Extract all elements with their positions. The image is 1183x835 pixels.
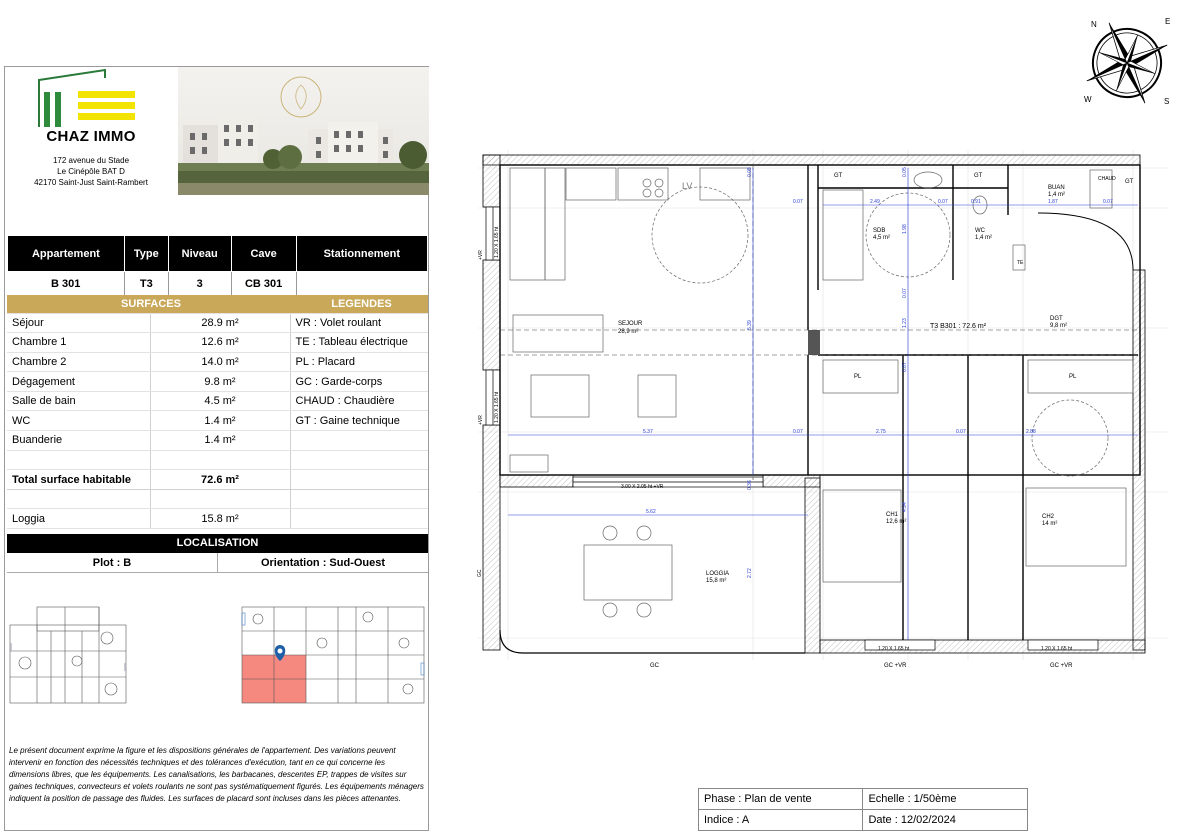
apartment-area-label: T3 B301 : 72.6 m² bbox=[930, 323, 987, 330]
room-buan-label: BUAN bbox=[1048, 185, 1065, 191]
compass-e: E bbox=[1165, 17, 1171, 26]
location-plan-minimap bbox=[238, 603, 428, 709]
surface-name: Chambre 1 bbox=[7, 333, 150, 353]
apartment-info-card bbox=[4, 66, 429, 831]
lv-label: LV bbox=[682, 181, 693, 191]
room-loggia-label: LOGGIA bbox=[706, 571, 730, 577]
legend-item: TE : Tableau électrique bbox=[290, 333, 428, 353]
window-left-vr-1: +VR bbox=[478, 250, 484, 260]
table-row bbox=[7, 313, 428, 333]
room-dgt-area: 9,8 m² bbox=[1050, 323, 1068, 329]
room-ch2-label: CH2 bbox=[1042, 514, 1055, 520]
localisation-row bbox=[7, 553, 428, 573]
orientation-label: Orientation : Sud-Ouest bbox=[260, 557, 386, 569]
plot-label: Plot : B bbox=[7, 553, 218, 572]
brand-address-line-2: Le Cinépôle BAT D bbox=[57, 167, 125, 176]
brand-block bbox=[5, 67, 177, 195]
dim-text: 5.39 bbox=[747, 320, 753, 330]
floor-plan bbox=[478, 150, 1168, 675]
value-niveau: 3 bbox=[168, 272, 231, 296]
value-type: T3 bbox=[124, 272, 168, 296]
dim-text: 0.07 bbox=[902, 288, 908, 298]
apartment-table bbox=[7, 235, 428, 296]
brand-address-line-3: 42170 Saint-Just Saint-Rambert bbox=[34, 178, 148, 187]
brand-address-line-1: 172 avenue du Stade bbox=[52, 156, 130, 165]
echelle-label: Echelle : 1/50ème bbox=[863, 789, 1028, 810]
value-appartement: B 301 bbox=[8, 272, 125, 296]
dim-text: 0.07 bbox=[902, 362, 908, 372]
dim-text: 0.36 bbox=[747, 480, 753, 490]
dim-text: 0.07 bbox=[793, 429, 803, 435]
legend-item: PL : Placard bbox=[290, 352, 428, 372]
loggia-label: Loggia bbox=[7, 509, 150, 529]
room-wc-label: WC bbox=[975, 228, 985, 234]
indice-label: Indice : A bbox=[699, 810, 863, 831]
dim-text: 2.88 bbox=[1026, 429, 1036, 435]
window-left-vr-2: +VR bbox=[478, 415, 484, 425]
pl-label-1: PL bbox=[854, 374, 862, 380]
room-loggia-area: 15,8 m² bbox=[706, 578, 727, 584]
localisation-title: LOCALISATION bbox=[7, 534, 428, 553]
compass-rose-icon bbox=[1080, 16, 1174, 110]
table-row bbox=[7, 372, 428, 392]
value-stationnement bbox=[296, 272, 427, 296]
dim-text: 1.23 bbox=[902, 318, 908, 328]
title-block bbox=[698, 788, 1028, 831]
surfaces-title: SURFACES bbox=[7, 295, 290, 313]
surface-name: Séjour bbox=[7, 313, 150, 333]
disclaimer-text: Le présent document exprime la figure et les dispositions générales de l'appartement. Des variations peuvent intervenir en fonction des nécessités techniques et des tolérances d'exécution, tant en ce qui concerne les dimensions libres, que les équipements. Les canalisations, les barbacanes, descentes EP, trappes de visites sur gaines techniques, convecteurs et volets roulants ne sont pas systématiquement figurés. Les équipements ménagers indiquent la position de passage des fluides. Les surfaces de placard sont incluses dans les pièces attenantes. bbox=[9, 746, 424, 803]
total-value: 72.6 m² bbox=[150, 470, 290, 490]
surfaces-table bbox=[7, 295, 428, 529]
gt-label-2: GT bbox=[974, 173, 983, 179]
dim-text: 5.37 bbox=[643, 429, 653, 435]
dim-text: 0.07 bbox=[938, 199, 948, 205]
gc-label-left: GC bbox=[477, 569, 483, 577]
chaud-label: CHAUD bbox=[1098, 176, 1116, 182]
dim-text: 2.49 bbox=[870, 199, 880, 205]
level-plan-minimap bbox=[7, 603, 129, 709]
surface-area: 12.6 m² bbox=[150, 333, 290, 353]
total-row bbox=[7, 470, 428, 490]
surface-name: Chambre 2 bbox=[7, 352, 150, 372]
brand-name: CHAZ IMMO bbox=[46, 128, 136, 145]
dim-text: 5.62 bbox=[646, 509, 656, 515]
room-ch2-area: 14 m² bbox=[1042, 521, 1058, 527]
surface-area: 14.0 m² bbox=[150, 352, 290, 372]
surface-name: Salle de bain bbox=[7, 391, 150, 411]
date-label: Date : 12/02/2024 bbox=[863, 810, 1028, 831]
te-label: TE bbox=[1017, 260, 1024, 266]
legend-item: VR : Volet roulant bbox=[290, 313, 428, 333]
compass-w: W bbox=[1084, 95, 1092, 104]
table-row bbox=[7, 431, 428, 451]
header-cave: Cave bbox=[231, 236, 296, 272]
dim-text: 0.07 bbox=[793, 199, 803, 205]
legend-item bbox=[290, 431, 428, 451]
dim-text: 2.75 bbox=[876, 429, 886, 435]
surface-area: 4.5 m² bbox=[150, 391, 290, 411]
room-buan-area: 1,4 m² bbox=[1048, 192, 1066, 198]
surface-area: 1.4 m² bbox=[150, 411, 290, 431]
header-niveau: Niveau bbox=[168, 236, 231, 272]
surface-name: Buanderie bbox=[7, 431, 150, 451]
room-sejour-area: 28,9 m² bbox=[618, 329, 639, 335]
chaz-immo-logo bbox=[5, 67, 177, 127]
surface-area: 28.9 m² bbox=[150, 313, 290, 333]
surface-name: Dégagement bbox=[7, 372, 150, 392]
dim-text: 0.91 bbox=[971, 199, 981, 205]
pl-label-2: PL bbox=[1069, 374, 1077, 380]
bay-window-label: 3.00 X 2.05 ht +VR bbox=[621, 484, 664, 490]
gcvr-label-2: GC +VR bbox=[1050, 663, 1073, 669]
header-type: Type bbox=[124, 236, 168, 272]
legend-item: GT : Gaine technique bbox=[290, 411, 428, 431]
room-wc-area: 1,4 m² bbox=[975, 235, 993, 241]
room-sdb-label: SDB bbox=[873, 228, 886, 234]
total-label: Total surface habitable bbox=[7, 470, 150, 490]
dim-text: 4.94 bbox=[902, 502, 908, 512]
table-spacer-row bbox=[7, 450, 428, 470]
room-sejour-label: SEJOUR bbox=[618, 321, 643, 327]
table-row bbox=[7, 391, 428, 411]
loggia-row bbox=[7, 509, 428, 529]
window-ch1-label: 1.20 X 1.65 ht bbox=[878, 646, 910, 652]
gt-label-1: GT bbox=[834, 173, 843, 179]
header-stationnement: Stationnement bbox=[296, 236, 427, 272]
dim-text: 2.72 bbox=[747, 568, 753, 578]
header-appartement: Appartement bbox=[8, 236, 125, 272]
window-left-size-2: 1.20 X 1.65 ht bbox=[494, 391, 500, 423]
gc-label: GC bbox=[650, 663, 659, 669]
surface-area: 1.4 m² bbox=[150, 431, 290, 451]
dim-text: 0.07 bbox=[1103, 199, 1113, 205]
table-row bbox=[7, 352, 428, 372]
dim-text: 0.05 bbox=[902, 167, 908, 177]
dim-text: 0.05 bbox=[747, 167, 753, 177]
room-ch1-label: CH1 bbox=[886, 512, 899, 518]
table-row bbox=[7, 411, 428, 431]
compass-n: N bbox=[1091, 20, 1097, 29]
room-ch1-area: 12,6 m² bbox=[886, 519, 907, 525]
value-cave: CB 301 bbox=[231, 272, 296, 296]
gcvr-label-1: GC +VR bbox=[884, 663, 907, 669]
phase-label: Phase : Plan de vente bbox=[699, 789, 863, 810]
legend-item: GC : Garde-corps bbox=[290, 372, 428, 392]
surface-area: 9.8 m² bbox=[150, 372, 290, 392]
legends-title: LEGENDES bbox=[290, 295, 428, 313]
compass-s: S bbox=[1164, 97, 1170, 106]
dim-text: 1.87 bbox=[1048, 199, 1058, 205]
window-ch2-label: 1.20 X 1.65 ht bbox=[1041, 646, 1073, 652]
surface-name: WC bbox=[7, 411, 150, 431]
loggia-value: 15.8 m² bbox=[150, 509, 290, 529]
legend-item: CHAUD : Chaudière bbox=[290, 391, 428, 411]
building-photo bbox=[178, 67, 429, 195]
dim-text: 0.07 bbox=[956, 429, 966, 435]
window-left-size-1: 1.20 X 1.65 ht bbox=[494, 226, 500, 258]
table-spacer-row bbox=[7, 489, 428, 509]
room-sdb-area: 4,5 m² bbox=[873, 235, 891, 241]
room-dgt-label: DGT bbox=[1050, 316, 1063, 322]
gt-label-3: GT bbox=[1125, 179, 1134, 185]
dim-text: 1.98 bbox=[902, 224, 908, 234]
table-row bbox=[7, 333, 428, 353]
